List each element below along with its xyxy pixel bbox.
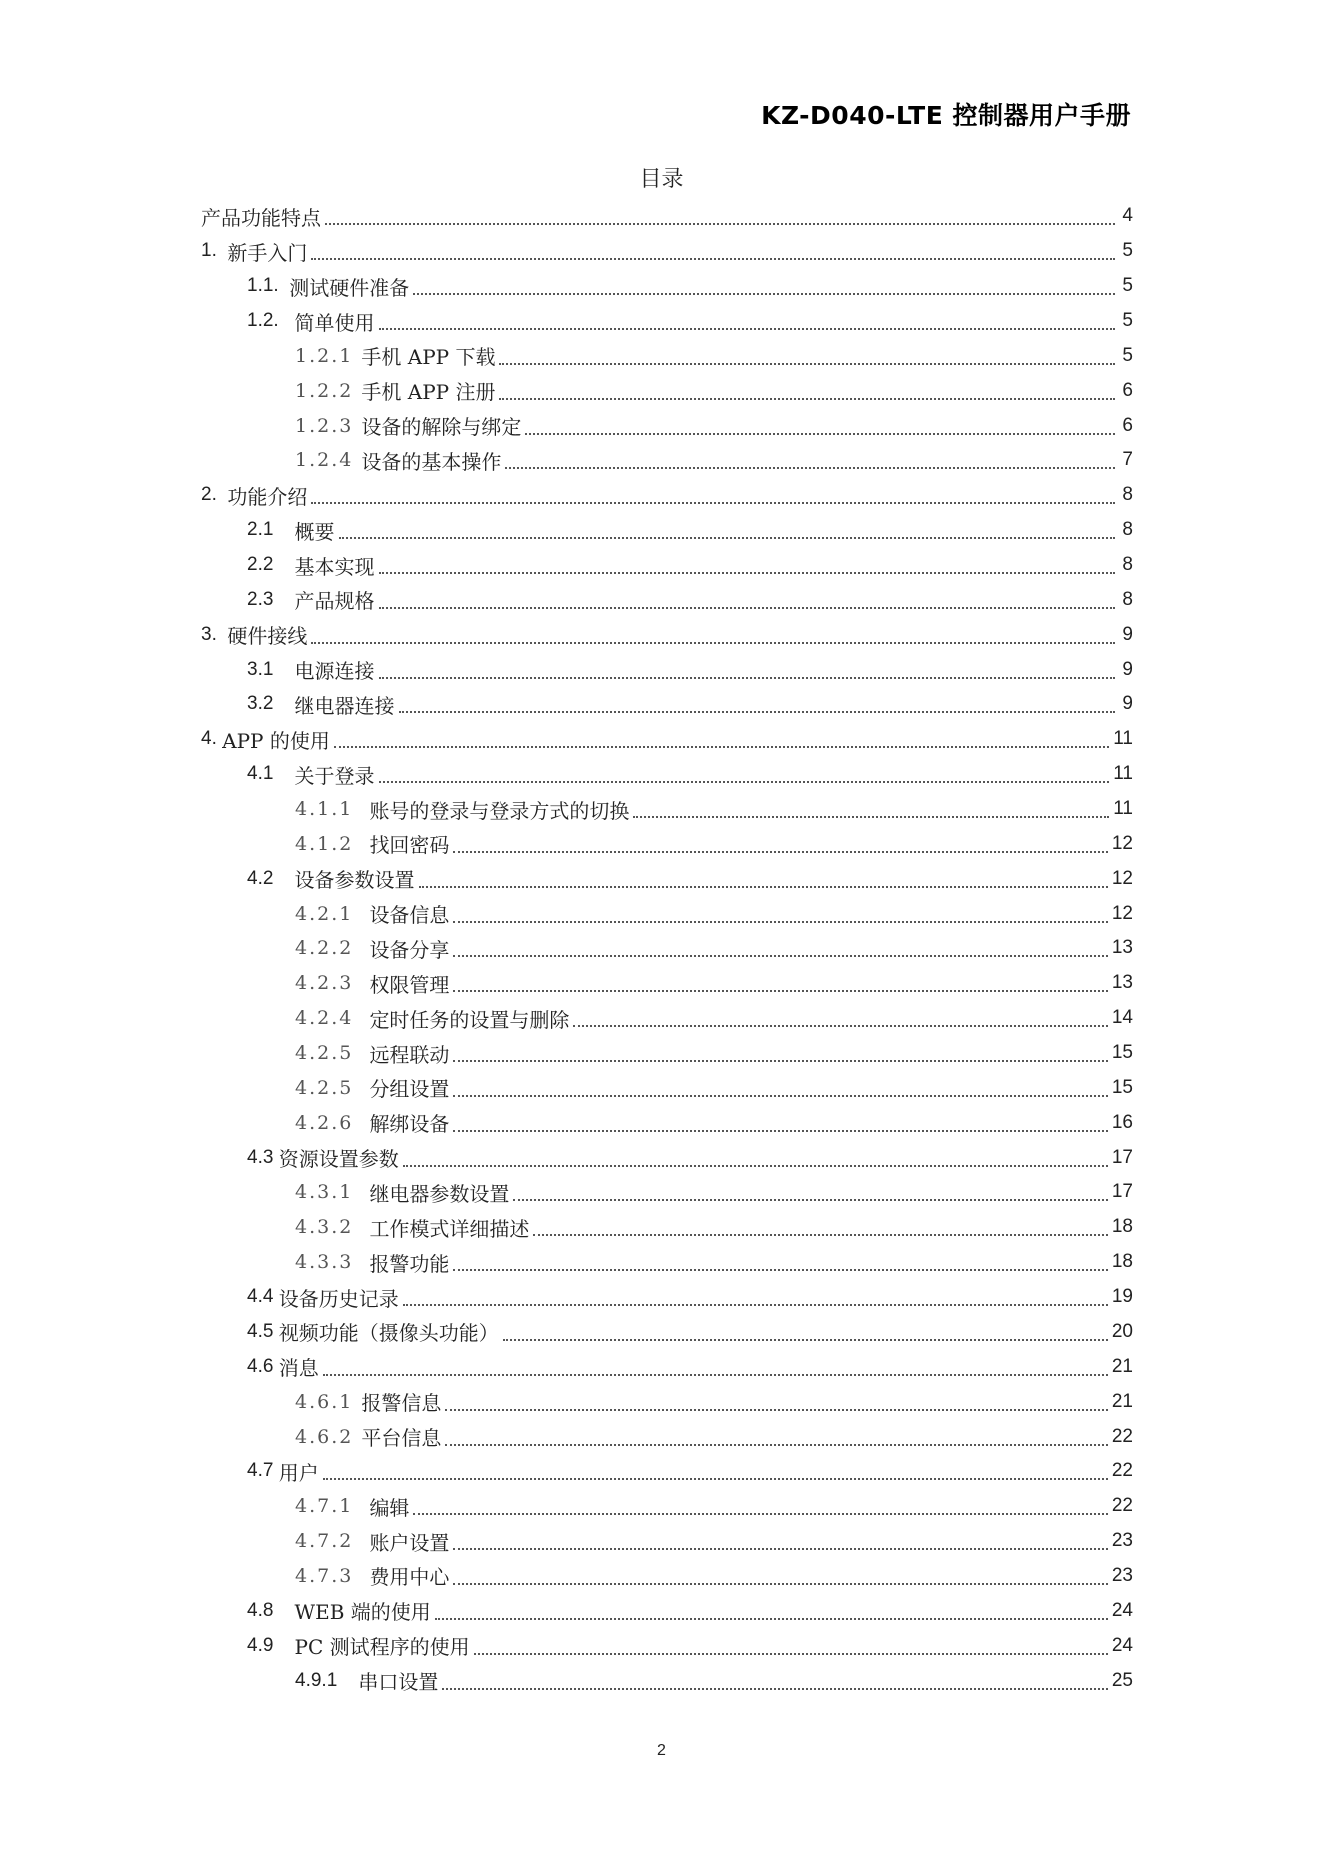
toc-entry-number: 2. bbox=[201, 484, 228, 506]
toc-entry-page: 18 bbox=[1111, 1251, 1133, 1273]
toc-dot-leader bbox=[453, 1548, 1107, 1550]
toc-entry[interactable] bbox=[201, 1140, 1133, 1175]
toc-entry-page: 17 bbox=[1111, 1146, 1133, 1168]
toc-entry-page: 15 bbox=[1111, 1042, 1133, 1064]
toc-entry[interactable] bbox=[201, 548, 1133, 583]
toc-dot-leader bbox=[453, 955, 1107, 957]
toc-dot-leader bbox=[311, 502, 1115, 504]
toc-entry-number: 2.3 bbox=[247, 588, 295, 610]
toc-entry[interactable] bbox=[201, 1280, 1133, 1315]
toc-entry-page: 24 bbox=[1111, 1634, 1133, 1656]
toc-entry[interactable] bbox=[201, 1070, 1133, 1105]
toc-entry-number: 4.7.2 bbox=[295, 1530, 370, 1553]
toc-entry-number: 4.4 bbox=[247, 1286, 279, 1308]
toc-dot-leader bbox=[445, 1444, 1107, 1446]
toc-dot-leader bbox=[311, 642, 1115, 644]
toc-entry-page: 4 bbox=[1122, 205, 1133, 227]
toc-entry[interactable] bbox=[201, 304, 1133, 339]
toc-dot-leader bbox=[453, 990, 1107, 992]
toc-entry-title: 报警信息 bbox=[361, 1391, 442, 1416]
toc-entry-title: 功能介绍 bbox=[227, 484, 308, 509]
toc-entry-title: 测试硬件准备 bbox=[289, 275, 410, 300]
toc-entry-page: 22 bbox=[1111, 1460, 1133, 1482]
toc-dot-leader bbox=[419, 886, 1108, 888]
toc-entry-page: 20 bbox=[1111, 1320, 1133, 1342]
toc-dot-leader bbox=[413, 1513, 1107, 1515]
toc-entry-page: 22 bbox=[1111, 1425, 1133, 1447]
toc-entry[interactable] bbox=[201, 1245, 1133, 1280]
toc-entry-page: 9 bbox=[1122, 623, 1133, 645]
toc-entry[interactable] bbox=[201, 1663, 1133, 1698]
toc-dot-leader bbox=[453, 1095, 1107, 1097]
toc-entry-number: 4.9.1 bbox=[295, 1669, 359, 1691]
toc-entry[interactable] bbox=[201, 443, 1133, 478]
toc-entry-number: 2.2 bbox=[247, 554, 295, 576]
toc-dot-leader bbox=[323, 1478, 1108, 1480]
toc-entry[interactable] bbox=[201, 1419, 1133, 1454]
table-of-contents bbox=[201, 199, 1133, 1698]
toc-entry-number: 4.6.2 bbox=[295, 1425, 362, 1448]
toc-entry-number: 4. bbox=[201, 728, 223, 750]
toc-entry-title: PC 测试程序的使用 bbox=[294, 1635, 470, 1660]
toc-entry-number: 4.3.3 bbox=[295, 1251, 370, 1274]
toc-entry[interactable] bbox=[201, 513, 1133, 548]
toc-entry-title: 账号的登录与登录方式的切换 bbox=[369, 798, 630, 823]
toc-entry-number: 4.2.1 bbox=[295, 902, 370, 925]
toc-dot-leader bbox=[453, 1583, 1107, 1585]
toc-entry-number: 4.3.1 bbox=[295, 1181, 370, 1204]
toc-entry[interactable] bbox=[201, 966, 1133, 1001]
toc-entry-number: 4.2.2 bbox=[295, 937, 370, 960]
toc-entry-number: 3.1 bbox=[247, 658, 295, 680]
toc-entry-number: 4.1.2 bbox=[295, 832, 370, 855]
toc-entry-title: 解绑设备 bbox=[369, 1112, 450, 1137]
toc-dot-leader bbox=[513, 1199, 1107, 1201]
toc-dot-leader bbox=[453, 1060, 1107, 1062]
toc-entry-title: 继电器连接 bbox=[294, 693, 395, 718]
toc-dot-leader bbox=[379, 781, 1110, 783]
toc-entry-title: APP 的使用 bbox=[222, 728, 330, 753]
toc-entry-page: 6 bbox=[1122, 414, 1133, 436]
toc-entry-number: 3. bbox=[201, 623, 228, 645]
toc-entry-number: 4.2.6 bbox=[295, 1111, 370, 1134]
toc-entry-number: 4.7.3 bbox=[295, 1564, 370, 1587]
toc-entry-number: 4.7 bbox=[247, 1460, 279, 1482]
toc-entry-number: 4.9 bbox=[247, 1634, 295, 1656]
toc-entry-number: 1. bbox=[201, 240, 228, 262]
toc-entry-page: 15 bbox=[1111, 1076, 1133, 1098]
toc-entry-title: 报警功能 bbox=[369, 1251, 450, 1276]
toc-entry-page: 21 bbox=[1111, 1355, 1133, 1377]
toc-entry-page: 11 bbox=[1113, 763, 1133, 785]
toc-entry-title: 新手入门 bbox=[227, 240, 308, 265]
toc-entry-page: 8 bbox=[1122, 484, 1133, 506]
toc-dot-leader bbox=[573, 1025, 1107, 1027]
toc-entry-number: 1.2.2 bbox=[295, 379, 362, 402]
toc-entry-title: 设备信息 bbox=[369, 903, 450, 928]
toc-entry-title: 工作模式详细描述 bbox=[369, 1216, 530, 1241]
toc-entry-page: 12 bbox=[1111, 902, 1133, 924]
toc-dot-leader bbox=[442, 1688, 1107, 1690]
toc-dot-leader bbox=[311, 258, 1115, 260]
toc-dot-leader bbox=[379, 328, 1115, 330]
toc-entry-page: 16 bbox=[1111, 1111, 1133, 1133]
toc-dot-leader bbox=[379, 677, 1115, 679]
toc-dot-leader bbox=[453, 1269, 1107, 1271]
toc-entry[interactable] bbox=[201, 269, 1133, 304]
toc-entry-title: 用户 bbox=[278, 1460, 319, 1485]
toc-entry[interactable] bbox=[201, 582, 1133, 617]
toc-dot-leader bbox=[499, 363, 1115, 365]
toc-entry[interactable] bbox=[201, 338, 1133, 373]
toc-entry[interactable] bbox=[201, 1175, 1133, 1210]
toc-entry[interactable] bbox=[201, 687, 1133, 722]
toc-entry-page: 12 bbox=[1111, 832, 1133, 854]
toc-entry-page: 23 bbox=[1111, 1564, 1133, 1586]
toc-dot-leader bbox=[379, 572, 1115, 574]
toc-entry-number: 4.6.1 bbox=[295, 1390, 362, 1413]
toc-entry-title: 设备的解除与绑定 bbox=[361, 415, 522, 440]
toc-entry-page: 5 bbox=[1122, 310, 1133, 331]
toc-heading: 目录 bbox=[639, 167, 684, 192]
toc-entry[interactable] bbox=[201, 931, 1133, 966]
toc-dot-leader bbox=[399, 711, 1115, 713]
toc-entry-page: 12 bbox=[1111, 867, 1133, 889]
toc-entry[interactable] bbox=[201, 1454, 1133, 1489]
toc-entry-title: 继电器参数设置 bbox=[369, 1181, 510, 1206]
toc-entry-title: 远程联动 bbox=[369, 1042, 450, 1067]
toc-entry-title: 设备历史记录 bbox=[278, 1286, 399, 1311]
document-header-title: KZ-D040-LTE 控制器用户手册 bbox=[761, 101, 1131, 130]
toc-dot-leader bbox=[325, 223, 1115, 225]
toc-entry[interactable] bbox=[201, 1628, 1133, 1663]
toc-entry-title: 设备参数设置 bbox=[294, 868, 415, 893]
toc-dot-leader bbox=[339, 537, 1115, 539]
toc-entry-page: 6 bbox=[1122, 379, 1133, 401]
toc-entry-title: 资源设置参数 bbox=[278, 1147, 399, 1172]
toc-dot-leader bbox=[533, 1234, 1107, 1236]
toc-entry[interactable] bbox=[201, 652, 1133, 687]
toc-entry-page: 13 bbox=[1111, 937, 1133, 959]
toc-entry-page: 14 bbox=[1111, 1007, 1133, 1029]
toc-entry[interactable] bbox=[201, 1036, 1133, 1071]
toc-entry-page: 25 bbox=[1111, 1669, 1133, 1691]
toc-entry-page: 5 bbox=[1122, 240, 1133, 262]
toc-entry-number: 1.2. bbox=[247, 310, 295, 331]
toc-entry[interactable] bbox=[201, 861, 1133, 896]
toc-entry[interactable] bbox=[201, 1489, 1133, 1524]
toc-entry[interactable] bbox=[201, 1315, 1133, 1350]
toc-dot-leader bbox=[403, 1304, 1108, 1306]
toc-dot-leader bbox=[453, 1130, 1107, 1132]
toc-entry[interactable] bbox=[201, 1524, 1133, 1559]
toc-entry-page: 17 bbox=[1111, 1181, 1133, 1203]
toc-entry[interactable] bbox=[201, 1559, 1133, 1594]
toc-entry-page: 24 bbox=[1111, 1599, 1133, 1621]
toc-entry-number: 1.2.1 bbox=[295, 344, 362, 367]
toc-entry-page: 13 bbox=[1111, 972, 1133, 994]
toc-dot-leader bbox=[474, 1653, 1108, 1655]
toc-entry-number: 4.3 bbox=[247, 1146, 279, 1168]
toc-dot-leader bbox=[413, 293, 1115, 295]
toc-entry[interactable] bbox=[201, 826, 1133, 861]
toc-entry[interactable] bbox=[201, 1349, 1133, 1384]
toc-entry[interactable] bbox=[201, 722, 1133, 757]
toc-dot-leader bbox=[499, 398, 1115, 400]
toc-entry-number: 1.2.4 bbox=[295, 449, 362, 472]
toc-dot-leader bbox=[453, 921, 1107, 923]
toc-entry[interactable] bbox=[201, 478, 1133, 513]
toc-entry-page: 23 bbox=[1111, 1530, 1133, 1552]
toc-dot-leader bbox=[334, 746, 1109, 748]
toc-entry[interactable] bbox=[201, 896, 1133, 931]
toc-entry-title: 平台信息 bbox=[361, 1426, 442, 1450]
toc-entry-number: 2.1 bbox=[247, 519, 295, 541]
toc-entry-number: 4.5 bbox=[247, 1320, 279, 1342]
toc-entry-title: 定时任务的设置与删除 bbox=[369, 1007, 570, 1032]
toc-entry-title: 分组设置 bbox=[369, 1077, 450, 1102]
toc-dot-leader bbox=[633, 816, 1109, 818]
toc-entry-title: 产品规格 bbox=[294, 589, 375, 614]
toc-entry[interactable] bbox=[201, 373, 1133, 408]
toc-entry-title: 视频功能（摄像头功能） bbox=[278, 1321, 499, 1346]
toc-entry-title: WEB 端的使用 bbox=[294, 1600, 431, 1625]
toc-entry[interactable] bbox=[201, 234, 1133, 269]
toc-entry-number: 4.6 bbox=[247, 1355, 279, 1377]
toc-entry-title: 概要 bbox=[294, 519, 335, 544]
toc-entry-number: 4.1.1 bbox=[295, 798, 370, 821]
toc-entry-number: 1.1. bbox=[247, 275, 290, 297]
toc-entry[interactable] bbox=[201, 1001, 1133, 1036]
toc-dot-leader bbox=[435, 1618, 1108, 1620]
toc-entry-title: 消息 bbox=[278, 1356, 319, 1381]
toc-entry[interactable] bbox=[201, 1384, 1133, 1419]
toc-dot-leader bbox=[453, 851, 1107, 853]
toc-entry-page: 11 bbox=[1113, 798, 1133, 820]
toc-entry-page: 21 bbox=[1111, 1390, 1133, 1412]
toc-entry[interactable] bbox=[201, 1105, 1133, 1140]
toc-entry-page: 8 bbox=[1122, 554, 1133, 576]
toc-entry-number: 4.8 bbox=[247, 1599, 295, 1621]
toc-entry-page: 8 bbox=[1122, 519, 1133, 541]
toc-dot-leader bbox=[503, 1339, 1108, 1341]
toc-entry-page: 9 bbox=[1122, 693, 1133, 715]
toc-entry-title: 电源连接 bbox=[294, 659, 375, 684]
toc-entry-page: 5 bbox=[1122, 275, 1133, 297]
toc-entry-title: 手机 APP 下载 bbox=[361, 345, 496, 370]
toc-entry-title: 账户设置 bbox=[369, 1530, 450, 1555]
toc-entry-page: 5 bbox=[1122, 344, 1133, 366]
toc-entry-title: 设备的基本操作 bbox=[361, 449, 502, 474]
toc-entry-number: 4.1 bbox=[247, 763, 295, 785]
toc-entry-title: 权限管理 bbox=[369, 972, 450, 997]
toc-entry-title: 关于登录 bbox=[294, 763, 375, 788]
toc-entry-page: 11 bbox=[1113, 728, 1133, 750]
toc-entry-page: 19 bbox=[1111, 1286, 1133, 1308]
toc-entry-page: 8 bbox=[1122, 588, 1133, 610]
toc-dot-leader bbox=[403, 1165, 1108, 1167]
toc-entry[interactable] bbox=[201, 617, 1133, 652]
toc-entry[interactable] bbox=[201, 408, 1133, 443]
toc-entry-title: 设备分享 bbox=[369, 937, 450, 962]
toc-entry-title: 基本实现 bbox=[294, 554, 375, 579]
toc-dot-leader bbox=[323, 1374, 1108, 1376]
toc-entry-number: 4.3.2 bbox=[295, 1216, 370, 1239]
toc-dot-leader bbox=[525, 433, 1115, 435]
toc-entry-number: 4.2.5 bbox=[295, 1076, 370, 1099]
toc-entry-title: 编辑 bbox=[369, 1495, 410, 1520]
toc-entry-title: 产品功能特点 bbox=[201, 205, 321, 230]
toc-entry[interactable] bbox=[201, 1210, 1133, 1245]
toc-entry[interactable] bbox=[201, 792, 1133, 827]
toc-entry[interactable] bbox=[201, 199, 1133, 234]
toc-dot-leader bbox=[505, 467, 1115, 469]
toc-entry[interactable] bbox=[201, 757, 1133, 792]
toc-entry-number: 1.2.3 bbox=[295, 414, 362, 437]
toc-entry-title: 简单使用 bbox=[294, 310, 375, 335]
toc-entry[interactable] bbox=[201, 1593, 1133, 1628]
toc-entry-number: 4.2.4 bbox=[295, 1007, 370, 1030]
toc-dot-leader bbox=[445, 1409, 1107, 1411]
toc-entry-page: 18 bbox=[1111, 1216, 1133, 1238]
toc-entry-number: 4.2.5 bbox=[295, 1042, 370, 1065]
page-number: 2 bbox=[657, 1742, 666, 1759]
toc-entry-title: 硬件接线 bbox=[227, 624, 308, 649]
toc-entry-title: 找回密码 bbox=[369, 833, 450, 858]
toc-entry-title: 手机 APP 注册 bbox=[361, 380, 496, 405]
toc-entry-number: 4.2 bbox=[247, 867, 295, 889]
toc-entry-title: 费用中心 bbox=[369, 1565, 450, 1590]
toc-entry-number: 4.7.1 bbox=[295, 1495, 370, 1518]
toc-entry-page: 9 bbox=[1122, 658, 1133, 680]
toc-entry-number: 3.2 bbox=[247, 693, 295, 715]
toc-entry-number: 4.2.3 bbox=[295, 972, 370, 995]
toc-entry-page: 7 bbox=[1122, 449, 1133, 471]
toc-dot-leader bbox=[379, 607, 1115, 609]
toc-entry-title: 串口设置 bbox=[358, 1670, 439, 1695]
toc-entry-page: 22 bbox=[1111, 1495, 1133, 1517]
